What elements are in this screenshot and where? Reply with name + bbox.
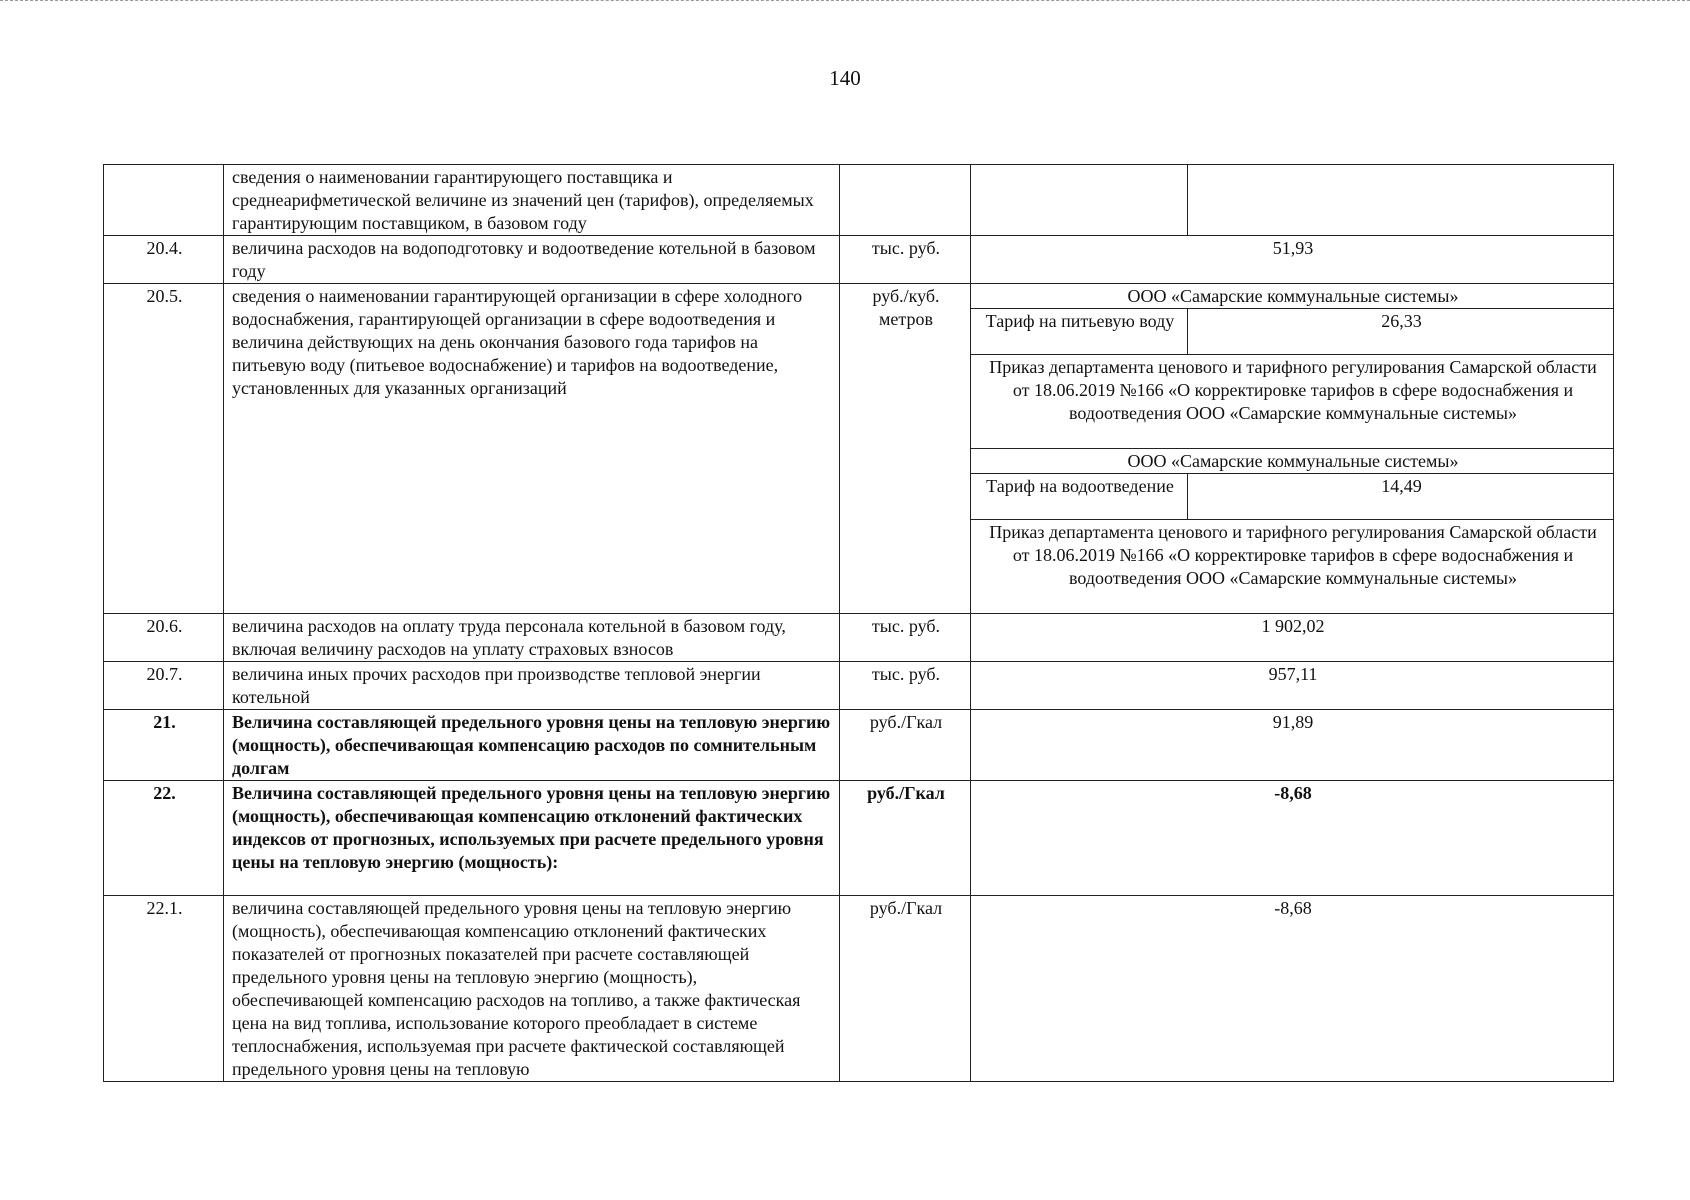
tariff-value-wastewater: 14,49: [1188, 474, 1614, 520]
row-description: Величина составляющей предельного уровня цены на тепловую энергию (мощность), обеспечивающая компенсацию отклонений фактических индексов от прогнозных, используемых при расчете предельного уровня цены на тепловую энергию (мощность):: [224, 781, 840, 896]
row-description: величина расходов на оплату труда персонала котельной в базовом году, включая величину расходов на уплату страховых взносов: [224, 614, 840, 662]
row-number: 22.: [104, 781, 224, 896]
row-unit: руб./Гкал: [840, 896, 971, 1082]
row-description: величина иных прочих расходов при производстве тепловой энергии котельной: [224, 662, 840, 710]
page-number: 140: [829, 66, 861, 90]
table-row: [104, 662, 1614, 710]
table-row: [104, 165, 1614, 236]
row-value: 51,93: [971, 236, 1614, 284]
row-unit: тыс. руб.: [840, 236, 971, 284]
row-description: величина составляющей предельного уровня цены на тепловую энергию (мощность), обеспечивающая компенсацию отклонений фактических показателей от прогнозных показателей при расчете составляющей предельного уровня цены на тепловую энергию (мощность), обеспечивающей компенсацию расходов на топливо, а также фактическая цена на вид топлива, использование которого преобладает в системе теплоснабжения, используемая при расчете фактической составляющей предельного уровня цены на тепловую: [224, 896, 840, 1082]
row-number: 20.7.: [104, 662, 224, 710]
row-number: 22.1.: [104, 896, 224, 1082]
organization-name: ООО «Самарские коммунальные системы»: [971, 284, 1614, 309]
tariff-label-drinking-water: Тариф на питьевую воду: [971, 309, 1188, 355]
row-number: 20.5.: [104, 284, 224, 614]
row-value: 1 902,02: [971, 614, 1614, 662]
row-value: -8,68: [971, 896, 1614, 1082]
scan-top-edge: [0, 0, 1690, 5]
row-number: [104, 165, 224, 236]
order-reference: Приказ департамента ценового и тарифного регулирования Самарской области от 18.06.2019 №166 «О корректировке тарифов в сфере водоснабжения и водоотведения ООО «Самарские коммунальные системы»: [971, 520, 1614, 614]
row-value: 91,89: [971, 710, 1614, 781]
row-value: -8,68: [971, 781, 1614, 896]
table-row: [104, 781, 1614, 896]
row-number: 21.: [104, 710, 224, 781]
row-unit: тыс. руб.: [840, 614, 971, 662]
row-description: Величина составляющей предельного уровня цены на тепловую энергию (мощность), обеспечивающая компенсацию расходов по сомнительным долгам: [224, 710, 840, 781]
row-value-right: [1188, 165, 1614, 236]
row-value: 957,11: [971, 662, 1614, 710]
table-row: [104, 896, 1614, 1082]
row-value-left: [971, 165, 1188, 236]
tariff-value-drinking-water: 26,33: [1188, 309, 1614, 355]
table-row: [104, 236, 1614, 284]
row-unit: руб./куб. метров: [840, 284, 971, 614]
row-number: 20.4.: [104, 236, 224, 284]
tariff-label-wastewater: Тариф на водоотведение: [971, 474, 1188, 520]
row-unit: [840, 165, 971, 236]
tariff-table: [103, 164, 1614, 1082]
row-description: сведения о наименовании гарантирующего поставщика и среднеарифметической величине из значений цен (тарифов), определяемых гарантирующим поставщиком, в базовом году: [224, 165, 840, 236]
row-unit: руб./Гкал: [840, 781, 971, 896]
row-unit: тыс. руб.: [840, 662, 971, 710]
table-row: [104, 710, 1614, 781]
row-number: 20.6.: [104, 614, 224, 662]
order-reference: Приказ департамента ценового и тарифного регулирования Самарской области от 18.06.2019 №166 «О корректировке тарифов в сфере водоснабжения и водоотведения ООО «Самарские коммунальные системы»: [971, 355, 1614, 449]
row-unit: руб./Гкал: [840, 710, 971, 781]
row-description: сведения о наименовании гарантирующей организации в сфере холодного водоснабжения, гарантирующей организации в сфере водоотведения и величина действующих на день окончания базового года тарифов на питьевую воду (питьевое водоснабжение) и тарифов на водоотведение, установленных для указанных организаций: [224, 284, 840, 614]
table-row: [104, 614, 1614, 662]
organization-name: ООО «Самарские коммунальные системы»: [971, 449, 1614, 474]
row-description: величина расходов на водоподготовку и водоотведение котельной в базовом году: [224, 236, 840, 284]
table-row: [104, 284, 1614, 309]
